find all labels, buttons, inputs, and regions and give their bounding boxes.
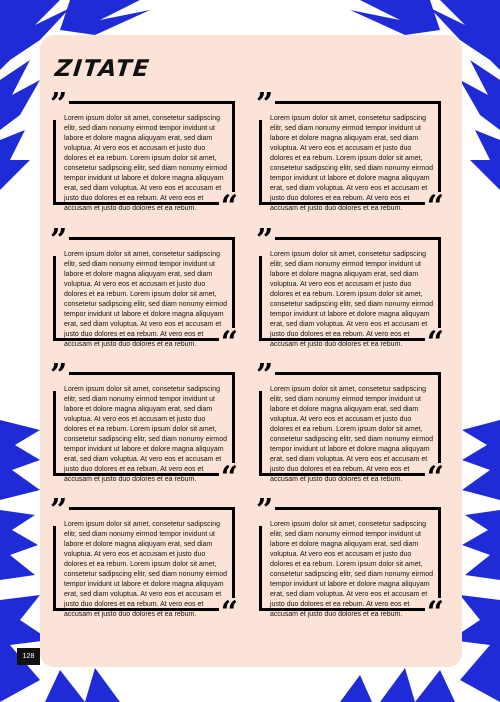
- quote-text: Lorem ipsum dolor sit amet, consetetur sadipscing elitr, sed diam nonumy eirmod tempor invidunt ut labore et dolore magna aliquyam erat, sed diam voluptua. At vero eos et accusam et justo duo dolores et ea rebum. Lorem ipsum dolor sit amet, consetetur sadipscing elitr, sed diam nonumy eirmod tempor invidunt ut labore et dolore magna aliquyam erat, sed diam voluptua. At vero eos et accusam et justo duo dolores et ea rebum. At vero eos et accusam et justo duo dolores et ea rebum.: [64, 115, 228, 212]
- quote-text: Lorem ipsum dolor sit amet, consetetur sadipscing elitr, sed diam nonumy eirmod tempor invidunt ut labore et dolore magna aliquyam erat, sed diam voluptua. At vero eos et accusam et justo duo dolores et ea rebum. Lorem ipsum dolor sit amet, consetetur sadipscing elitr, sed diam nonumy eirmod tempor invidunt ut labore et dolore magna aliquyam erat, sed diam voluptua. At vero eos et accusam et justo duo dolores et ea rebum. At vero eos et accusam et justo duo dolores et ea rebum.: [270, 251, 434, 348]
- quote-text: Lorem ipsum dolor sit amet, consetetur sadipscing elitr, sed diam nonumy eirmod tempor invidunt ut labore et dolore magna aliquyam erat, sed diam voluptua. At vero eos et accusam et justo duo dolores et ea rebum. Lorem ipsum dolor sit amet, consetetur sadipscing elitr, sed diam nonumy eirmod tempor invidunt ut labore et dolore magna aliquyam erat, sed diam voluptua. At vero eos et accusam et justo duo dolores et ea rebum. At vero eos et accusam et justo duo dolores et ea rebum.: [64, 251, 228, 348]
- quote-text: Lorem ipsum dolor sit amet, consetetur sadipscing elitr, sed diam nonumy eirmod tempor invidunt ut labore et dolore magna aliquyam erat, sed diam voluptua. At vero eos et accusam et justo duo dolores et ea rebum. Lorem ipsum dolor sit amet, consetetur sadipscing elitr, sed diam nonumy eirmod tempor invidunt ut labore et dolore magna aliquyam erat, sed diam voluptua. At vero eos et accusam et justo duo dolores et ea rebum. At vero eos et accusam et justo duo dolores et ea rebum.: [64, 521, 228, 618]
- quote-box-8: [256, 493, 444, 630]
- quote-box-1: [50, 87, 238, 224]
- quote-box-7: [50, 493, 238, 630]
- open-quote-icon: ”: [50, 87, 68, 122]
- open-quote-icon: ”: [50, 358, 68, 393]
- quote-box-6: [256, 358, 444, 495]
- quote-box-3: [50, 223, 238, 360]
- close-quote-icon: “: [426, 460, 444, 495]
- open-quote-icon: ”: [256, 87, 274, 122]
- open-quote-icon: ”: [50, 493, 68, 528]
- open-quote-icon: ”: [256, 223, 274, 258]
- page-number: 128: [17, 648, 40, 665]
- quote-text: Lorem ipsum dolor sit amet, consetetur sadipscing elitr, sed diam nonumy eirmod tempor invidunt ut labore et dolore magna aliquyam erat, sed diam voluptua. At vero eos et accusam et justo duo dolores et ea rebum. Lorem ipsum dolor sit amet, consetetur sadipscing elitr, sed diam nonumy eirmod tempor invidunt ut labore et dolore magna aliquyam erat, sed diam voluptua. At vero eos et accusam et justo duo dolores et ea rebum. At vero eos et accusam et justo duo dolores et ea rebum.: [270, 386, 434, 483]
- close-quote-icon: “: [220, 460, 238, 495]
- close-quote-icon: “: [426, 189, 444, 224]
- close-quote-icon: “: [426, 325, 444, 360]
- close-quote-icon: “: [426, 595, 444, 630]
- open-quote-icon: ”: [256, 358, 274, 393]
- close-quote-icon: “: [220, 189, 238, 224]
- open-quote-icon: ”: [256, 493, 274, 528]
- quote-box-2: [256, 87, 444, 224]
- quote-text: Lorem ipsum dolor sit amet, consetetur sadipscing elitr, sed diam nonumy eirmod tempor invidunt ut labore et dolore magna aliquyam erat, sed diam voluptua. At vero eos et accusam et justo duo dolores et ea rebum. Lorem ipsum dolor sit amet, consetetur sadipscing elitr, sed diam nonumy eirmod tempor invidunt ut labore et dolore magna aliquyam erat, sed diam voluptua. At vero eos et accusam et justo duo dolores et ea rebum. At vero eos et accusam et justo duo dolores et ea rebum.: [270, 115, 434, 212]
- quote-text: Lorem ipsum dolor sit amet, consetetur sadipscing elitr, sed diam nonumy eirmod tempor invidunt ut labore et dolore magna aliquyam erat, sed diam voluptua. At vero eos et accusam et justo duo dolores et ea rebum. Lorem ipsum dolor sit amet, consetetur sadipscing elitr, sed diam nonumy eirmod tempor invidunt ut labore et dolore magna aliquyam erat, sed diam voluptua. At vero eos et accusam et justo duo dolores et ea rebum. At vero eos et accusam et justo duo dolores et ea rebum.: [64, 386, 228, 483]
- quote-box-5: [50, 358, 238, 495]
- quote-box-4: [256, 223, 444, 360]
- quote-text: Lorem ipsum dolor sit amet, consetetur sadipscing elitr, sed diam nonumy eirmod tempor invidunt ut labore et dolore magna aliquyam erat, sed diam voluptua. At vero eos et accusam et justo duo dolores et ea rebum. Lorem ipsum dolor sit amet, consetetur sadipscing elitr, sed diam nonumy eirmod tempor invidunt ut labore et dolore magna aliquyam erat, sed diam voluptua. At vero eos et accusam et justo duo dolores et ea rebum. At vero eos et accusam et justo duo dolores et ea rebum.: [270, 521, 434, 618]
- close-quote-icon: “: [220, 325, 238, 360]
- open-quote-icon: ”: [50, 223, 68, 258]
- close-quote-icon: “: [220, 595, 238, 630]
- page-title: ZITATE: [53, 56, 152, 82]
